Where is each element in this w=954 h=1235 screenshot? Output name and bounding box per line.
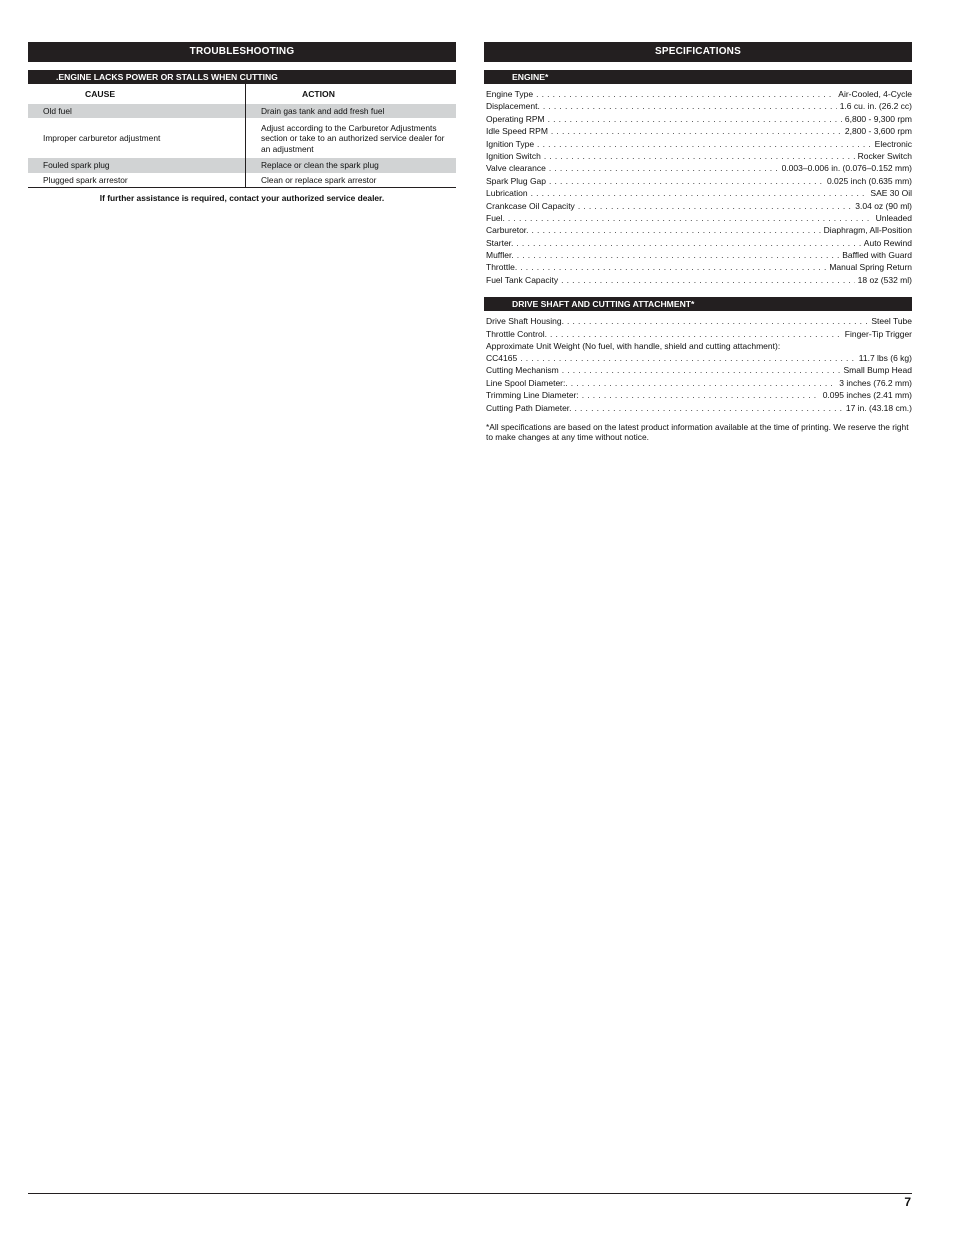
spec-value: 6,800 - 9,300 rpm — [844, 113, 912, 124]
table-row — [28, 158, 456, 172]
spec-value: 3 inches (76.2 mm) — [839, 377, 912, 388]
action-cell: Adjust according to the Carburetor Adjustments section or take to an authorized service dealer for an adjustment — [261, 122, 445, 154]
spec-row — [486, 175, 912, 187]
spec-value: Manual Spring Return — [829, 262, 912, 273]
specifications-note: *All specifications are based on the latest product information available at the time of printing. We reserve the right to make changes at any time without notice. — [486, 421, 909, 443]
spec-label: Crankcase Oil Capacity — [486, 200, 575, 211]
spec-row — [486, 113, 912, 125]
spec-label: Cutting Mechanism — [486, 365, 559, 376]
spec-row — [486, 100, 912, 112]
spec-value: 0.003–0.006 in. (0.076–0.152 mm) — [781, 163, 912, 174]
spec-value: Auto Rewind — [863, 237, 912, 248]
cause-cell: Plugged spark arrestor — [28, 173, 246, 188]
engine-spec-list — [484, 88, 912, 286]
spec-label: Operating RPM — [486, 113, 545, 124]
spec-value: Unleaded — [875, 212, 912, 223]
table-row — [28, 104, 456, 118]
spec-value: Electronic — [874, 138, 912, 149]
spec-row — [486, 88, 912, 100]
spec-label: Ignition Type — [486, 138, 535, 149]
spec-row — [486, 328, 912, 340]
action-cell: Drain gas tank and add fresh fuel — [246, 104, 457, 118]
spec-label: Carburetor. — [486, 225, 529, 236]
spec-row — [486, 212, 912, 224]
spec-value: Finger-Tip Trigger — [844, 328, 912, 339]
spec-value: Small Bump Head — [843, 365, 912, 376]
specifications-title: SPECIFICATIONS — [484, 42, 912, 62]
spec-row — [486, 377, 912, 389]
drive-spec-list — [484, 315, 912, 340]
spec-label: Fuel. — [486, 212, 505, 223]
spec-value: 3.04 oz (90 ml) — [855, 200, 912, 211]
spec-value: Baffled with Guard — [842, 250, 912, 261]
spec-value: 0.095 inches (2.41 mm) — [822, 390, 912, 401]
spec-row — [486, 364, 912, 376]
spec-label: Displacement. — [486, 101, 540, 112]
table-row — [28, 118, 456, 158]
action-cell: Clean or replace spark arrestor — [246, 173, 457, 188]
spec-row — [486, 200, 912, 212]
cause-cell: Improper carburetor adjustment — [28, 118, 246, 158]
troubleshooting-subheading: .ENGINE LACKS POWER OR STALLS WHEN CUTTING — [28, 70, 456, 84]
spec-value: SAE 30 Oil — [870, 188, 912, 199]
spec-row — [486, 150, 912, 162]
spec-label: Spark Plug Gap — [486, 175, 547, 186]
spec-label: Throttle Control. — [486, 328, 547, 339]
spec-label: Lubrication — [486, 188, 528, 199]
footer-rule — [28, 1193, 912, 1194]
troubleshooting-title: TROUBLESHOOTING — [28, 42, 456, 62]
troubleshooting-footnote: If further assistance is required, contact your authorized service dealer. — [99, 193, 385, 204]
spec-row — [486, 237, 912, 249]
spec-value: 18 oz (532 ml) — [857, 274, 912, 285]
spec-label: Valve clearance — [486, 163, 546, 174]
spec-label: Engine Type — [486, 89, 534, 99]
spec-value: 11.7 lbs (6 kg) — [858, 353, 912, 364]
table-row — [28, 173, 456, 188]
spec-value: Diaphragm, All-Position — [823, 225, 912, 236]
spec-row — [486, 224, 912, 236]
spec-value: 1.6 cu. in. (26.2 cc) — [839, 101, 912, 112]
spec-label: Line Spool Diameter:. — [486, 377, 568, 388]
spec-label: Fuel Tank Capacity — [486, 274, 559, 285]
spec-row — [486, 315, 912, 327]
action-cell: Replace or clean the spark plug — [246, 158, 457, 172]
engine-heading: ENGINE* — [484, 70, 912, 84]
page-number: 7 — [904, 1195, 911, 1209]
cause-header: CAUSE — [28, 84, 246, 104]
spec-row — [486, 402, 912, 414]
drive-spec-list-2 — [484, 352, 912, 414]
troubleshooting-table — [28, 84, 456, 188]
spec-value: 17 in. (43.18 cm.) — [845, 402, 912, 413]
spec-row — [486, 261, 912, 273]
spec-label: Muffler. — [486, 250, 514, 261]
troubleshooting-section — [28, 42, 456, 203]
spec-label: Starter. — [486, 237, 514, 248]
spec-label: Trimming Line Diameter: — [486, 390, 579, 401]
spec-value: Rocker Switch — [857, 150, 912, 161]
action-header: ACTION — [302, 89, 335, 99]
spec-value: Air-Cooled, 4-Cycle — [838, 89, 912, 99]
spec-label: CC4165 — [486, 353, 518, 364]
spec-row — [486, 125, 912, 137]
spec-row — [486, 138, 912, 150]
specifications-section — [484, 42, 912, 443]
unit-weight-line: Approximate Unit Weight (No fuel, with handle, shield and cutting attachment): — [486, 341, 781, 352]
spec-value: Steel Tube — [871, 316, 912, 327]
spec-row — [486, 389, 912, 401]
spec-label: Idle Speed RPM — [486, 126, 548, 137]
spec-label: Ignition Switch — [486, 150, 541, 161]
spec-row — [486, 274, 912, 286]
spec-row — [486, 249, 912, 261]
spec-label: Cutting Path Diameter. — [486, 402, 572, 413]
spec-value: 0.025 inch (0.635 mm) — [826, 175, 912, 186]
spec-row — [486, 187, 912, 199]
spec-label: Drive Shaft Housing. — [486, 316, 564, 327]
drive-shaft-heading: DRIVE SHAFT AND CUTTING ATTACHMENT* — [484, 297, 912, 311]
spec-label: Throttle. — [486, 262, 518, 273]
spec-row — [486, 352, 912, 364]
cause-cell: Old fuel — [28, 104, 246, 118]
cause-cell: Fouled spark plug — [28, 158, 246, 172]
spec-row — [486, 162, 912, 174]
spec-value: 2,800 - 3,600 rpm — [844, 126, 912, 137]
